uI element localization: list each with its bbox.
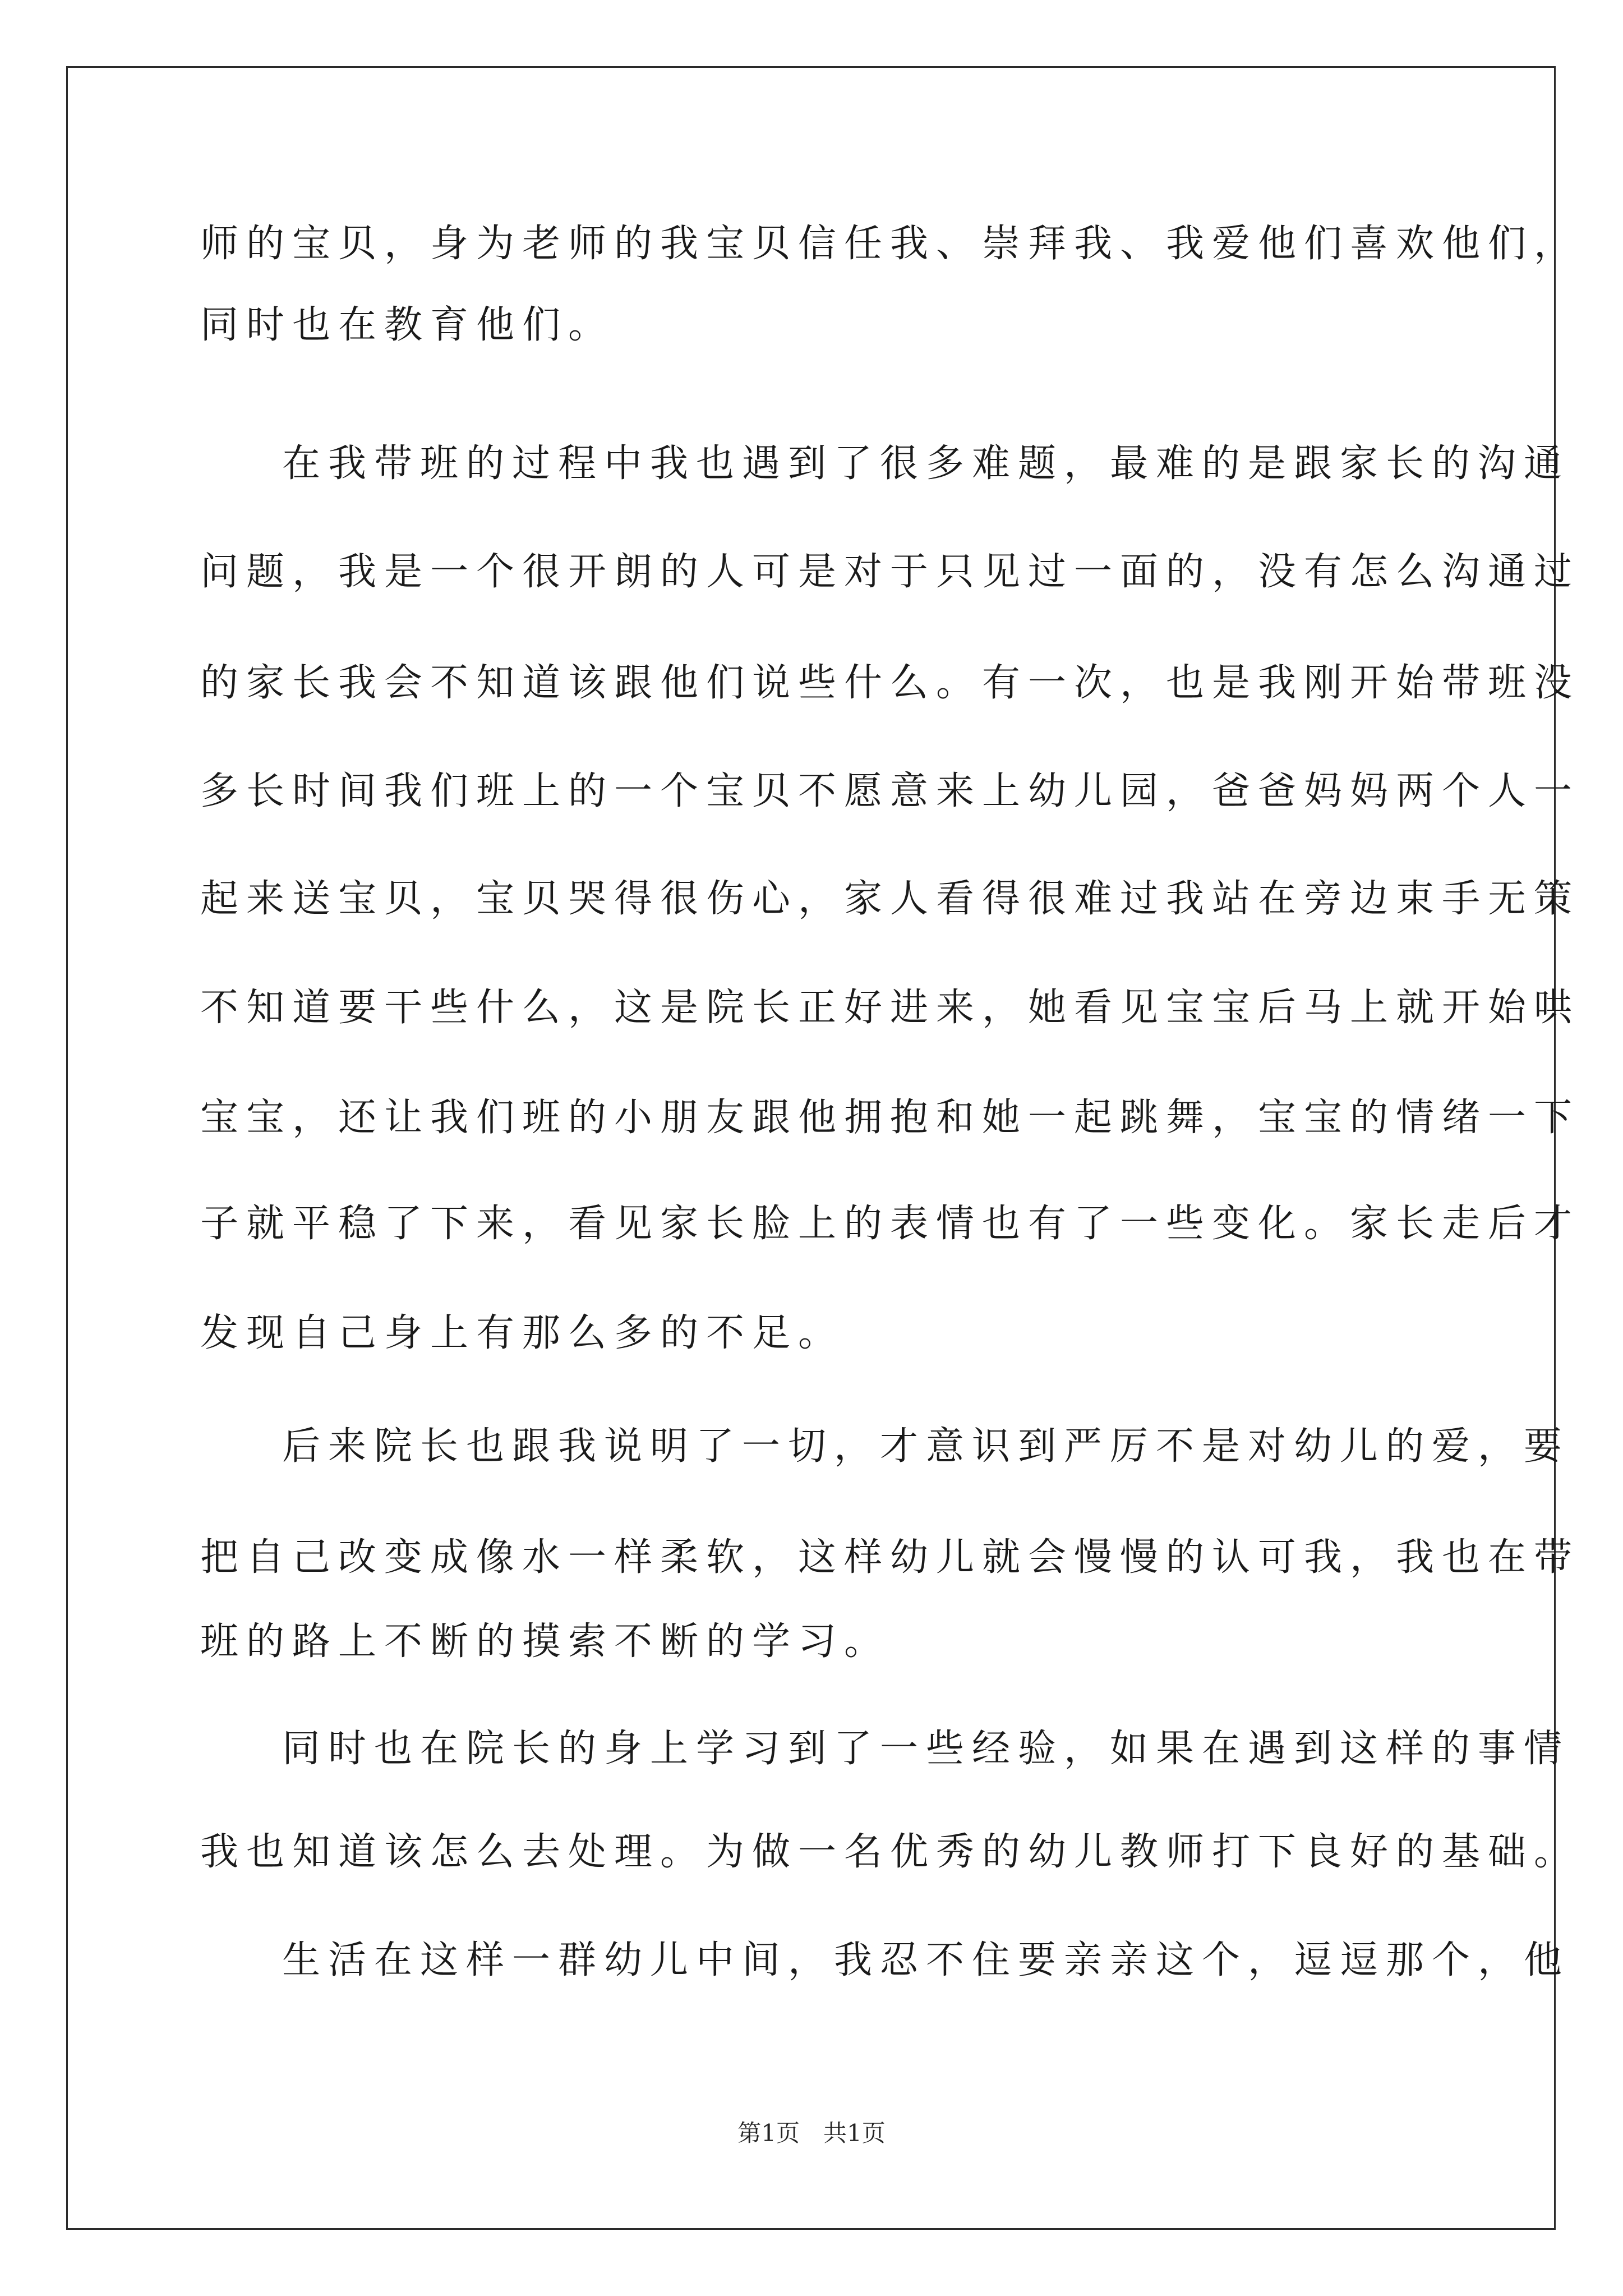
text-line: 后来院长也跟我说明了一切，才意识到严厉不是对幼儿的爱，要 [282, 1424, 1570, 1469]
page-number-footer: 第1页 共1页 [737, 2119, 886, 2147]
text-line: 把自己改变成像水一样柔软，这样幼儿就会慢慢的认可我，我也在带 [200, 1535, 1580, 1580]
text-line: 不知道要干些什么，这是院长正好进来，她看见宝宝后马上就开始哄 [200, 986, 1580, 1030]
text-line: 班的路上不断的摸索不断的学习。 [200, 1619, 891, 1664]
page-border [66, 66, 1580, 2230]
text-line: 我也知道该怎么去处理。为做一名优秀的幼儿教师打下良好的基础。 [200, 1830, 1580, 1874]
text-line: 生活在这样一群幼儿中间，我忍不住要亲亲这个，逗逗那个，他 [282, 1938, 1570, 1982]
text-line: 师的宝贝，身为老师的我宝贝信任我、崇拜我、我爱他们喜欢他们， [200, 222, 1580, 266]
text-line: 的家长我会不知道该跟他们说些什么。有一次，也是我刚开始带班没 [200, 661, 1580, 705]
text-line: 多长时间我们班上的一个宝贝不愿意来上幼儿园，爸爸妈妈两个人一 [200, 769, 1580, 813]
text-line: 起来送宝贝，宝贝哭得很伤心，家人看得很难过我站在旁边束手无策 [200, 877, 1580, 921]
text-line: 同时也在院长的身上学习到了一些经验，如果在遇到这样的事情 [282, 1727, 1570, 1771]
text-line: 问题，我是一个很开朗的人可是对于只见过一面的，没有怎么沟通过 [200, 550, 1580, 594]
text-line: 发现自己身上有那么多的不足。 [200, 1311, 845, 1355]
text-line: 同时也在教育他们。 [200, 303, 615, 347]
text-line: 在我带班的过程中我也遇到了很多难题，最难的是跟家长的沟通 [282, 441, 1570, 486]
text-line: 宝宝，还让我们班的小朋友跟他拥抱和她一起跳舞，宝宝的情绪一下 [200, 1096, 1580, 1140]
text-line: 子就平稳了下来，看见家长脸上的表情也有了一些变化。家长走后才 [200, 1202, 1580, 1246]
